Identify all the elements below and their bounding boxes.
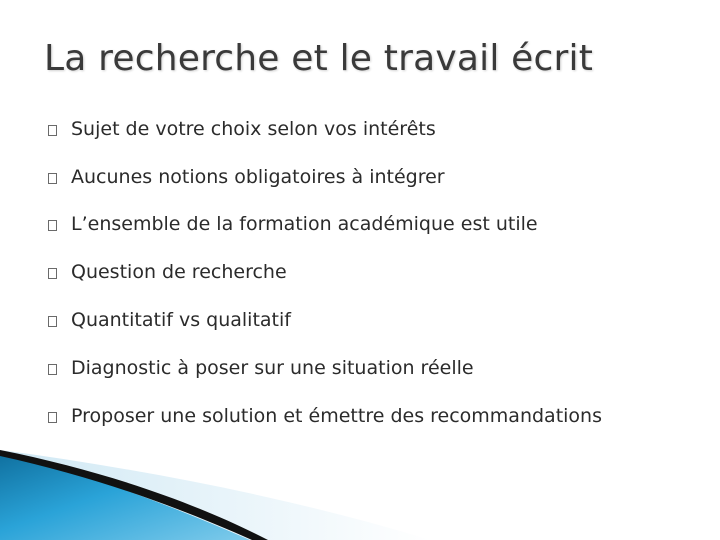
checkbox-bullet-icon bbox=[48, 173, 57, 184]
bullet-item bbox=[48, 118, 436, 140]
bullet-item bbox=[48, 166, 445, 188]
bullet-text: Aucunes notions obligatoires à intégrer bbox=[71, 166, 445, 188]
checkbox-bullet-icon bbox=[48, 364, 57, 375]
checkbox-bullet-icon bbox=[48, 125, 57, 136]
bullet-item bbox=[48, 357, 474, 379]
bullet-item bbox=[48, 405, 602, 427]
checkbox-bullet-icon bbox=[48, 220, 57, 231]
decorative-corner-swoosh bbox=[0, 450, 720, 540]
bullet-item bbox=[48, 213, 538, 235]
bullet-text: Sujet de votre choix selon vos intérêts bbox=[71, 118, 436, 140]
slide-title: La recherche et le travail écrit bbox=[44, 38, 594, 79]
bullet-text: Quantitatif vs qualitatif bbox=[71, 309, 291, 331]
bullet-text: Diagnostic à poser sur une situation réelle bbox=[71, 357, 474, 379]
bullet-item bbox=[48, 309, 291, 331]
bullet-text: Proposer une solution et émettre des recommandations bbox=[71, 405, 602, 427]
checkbox-bullet-icon bbox=[48, 268, 57, 279]
bullet-text: Question de recherche bbox=[71, 261, 287, 283]
checkbox-bullet-icon bbox=[48, 316, 57, 327]
bullet-item bbox=[48, 261, 287, 283]
checkbox-bullet-icon bbox=[48, 412, 57, 423]
bullet-text: L’ensemble de la formation académique est utile bbox=[71, 213, 538, 235]
